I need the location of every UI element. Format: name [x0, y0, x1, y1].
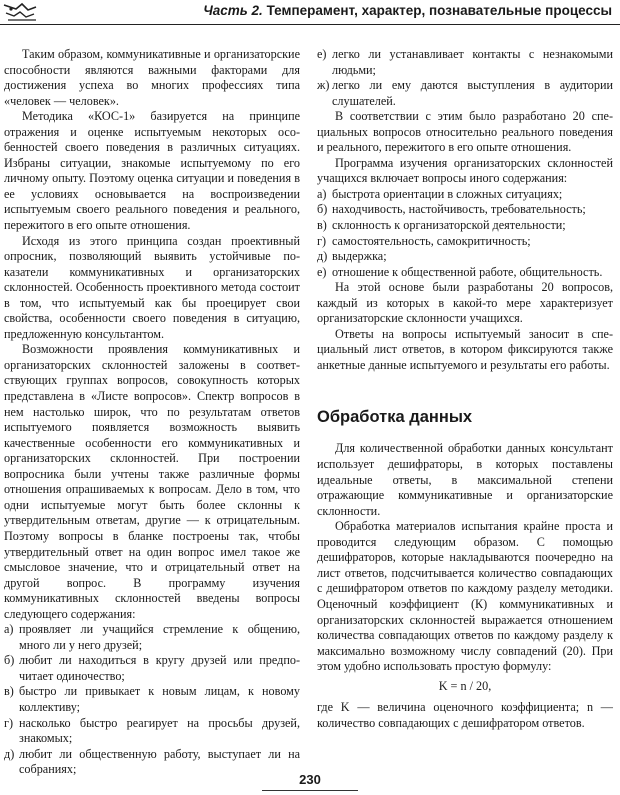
list-item-text: отношение к общественной работе, общительность. — [332, 264, 603, 279]
list-marker: г) — [4, 715, 14, 730]
list-marker: ж) — [317, 78, 330, 93]
organizational-questions-list — [317, 187, 613, 280]
list-item-text: самостоятельность, самокритичность; — [332, 233, 531, 248]
list-item-text: любит ли находиться в кругу друзей или предпочитает одиночество; — [19, 653, 300, 683]
list-marker: в) — [4, 684, 14, 699]
list-item — [4, 716, 300, 747]
paragraph: Исходя из этого принципа создан проективный опросник, позволяющий выявить устойчивые показатели коммуникативных и организаторских склонностей. Особенность проективного метода состоит в том, что испытуемый как бы проецирует свои свойства, особенности своего поведения в ситуацию, предложенную консультантом. — [4, 233, 300, 341]
right-column — [317, 47, 613, 731]
list-item — [317, 249, 613, 265]
list-marker: г) — [317, 233, 327, 248]
list-item — [317, 202, 613, 218]
list-item-text: быстро ли привыкает к новым лицам, к новому коллективу; — [19, 684, 300, 714]
paragraph: Таким образом, коммуникативные и организаторские способности являются важными факторами для достижения успеха во многих профессиях типа «человек — человек». — [4, 47, 300, 108]
list-item — [4, 653, 300, 684]
list-item — [4, 622, 300, 653]
list-item — [317, 265, 613, 281]
paragraph: Методика «КОС-1» базируется на принципе отражения и оценке испытуемым некоторых особенностей своего поведения в различных ситуациях. Избраны ситуации, знакомые испытуемому по его личному опыту. Поэтому оценка ситуации и поведения в ее условиях основывается на воспроизведении испытуемым своего реального поведения и реального, пережитого в его опыте отношения. — [4, 109, 300, 233]
section-heading: Обработка данных — [317, 408, 473, 427]
list-item-text: легко ли устанавливает контакты с незнакомыми людьми; — [332, 47, 613, 77]
list-marker: е) — [317, 47, 327, 61]
page-number: 230 — [299, 772, 321, 787]
list-item-text: любит ли общественную работу, выступает ли на собраниях; — [19, 746, 300, 777]
list-item-text: склонность к организаторской деятельности; — [332, 218, 566, 233]
list-marker: в) — [317, 218, 327, 233]
running-header — [0, 0, 620, 25]
list-marker: д) — [4, 746, 15, 761]
publisher-logo-icon — [2, 1, 38, 23]
paragraph: Для количественной обработки данных консультант использует дешифраторы, в которых поставлены идеальные ответы, в максимальной степени отражающие коммуникативные и организаторские склонности. — [317, 441, 613, 518]
list-item — [317, 187, 613, 203]
list-marker: б) — [4, 653, 15, 668]
list-marker: д) — [317, 249, 328, 264]
list-marker: а) — [317, 186, 327, 201]
communicative-questions-list-continued — [317, 47, 613, 109]
list-marker: е) — [317, 264, 327, 279]
list-marker: б) — [317, 202, 328, 217]
footer-rule — [262, 790, 358, 791]
formula: K = n / 20, — [438, 678, 492, 693]
list-item-text: проявляет ли учащийся стремление к общению, много ли у него друзей; — [19, 622, 300, 652]
paragraph: где K — величина оценочного коэффициента; n — количество совпадающих с дешифратором ответов. — [317, 700, 613, 730]
header-title — [203, 3, 612, 18]
paragraph: Программа изучения организаторских склонностей учащихся включает вопросы иного содержания: — [317, 155, 613, 186]
list-item-text: насколько быстро реагирует на просьбы друзей, знакомых; — [19, 715, 300, 746]
list-item — [4, 684, 300, 715]
list-item-text: легко ли ему даются выступления в аудитории слушателей. — [332, 78, 613, 108]
communicative-questions-list — [4, 622, 300, 777]
list-marker: а) — [4, 622, 14, 637]
list-item-text: находчивость, настойчивость, требовательность; — [332, 202, 586, 217]
header-chapter-title: Темперамент, характер, познавательные процессы — [266, 3, 612, 18]
paragraph: В соответствии с этим было разработано 20 специальных вопросов относительно реального поведения и реального, пережитого в его опыте отношения. — [317, 109, 613, 155]
list-item — [317, 47, 613, 78]
list-item-text: выдержка; — [332, 249, 387, 264]
paragraph: Возможности проявления коммуникативных и организаторских склонностей заложены в соответствующих группах вопросов, совокупность которых представлена в «Листе вопросов». Спектр вопросов в нем настолько широк, что по результатам ответов испытуемого появляется возможность выявить качественные особенности его коммуникативных и организаторских склонностей. При построении вопросника были учтены также различные формы отношения опрашиваемых к вопросам. Дело в том, что одни испытуемые могут быть более склонны к утвердительным ответам, другие — к отрицательным. Поэтому вопросы в бланке построены так, чтобы утвердительный ответ на один вопрос имел такое же смысловое значение, что и отрицательный ответ на другой вопрос. В программу изучения коммуникативных склонностей введены вопросы следующего содержания: — [4, 342, 300, 621]
left-column — [4, 47, 300, 778]
list-item — [317, 218, 613, 234]
paragraph: На этой основе были разработаны 20 вопросов, каждый из которых в какой-то мере характеризует организаторские склонности учащихся. — [317, 280, 613, 326]
list-item-text: быстрота ориентации в сложных ситуациях; — [332, 186, 563, 201]
paragraph: Обработка материалов испытания крайне проста и проводится следующим образом. С помощью дешифраторов, которые накладываются поочередно на лист ответов, подсчитывается количество совпадающих с дешифратором ответов по каждому разделу методики. Оценочный коэффициент (К) коммуникативных и организаторских склонностей выражается отношением количества совпадающих ответов по каждому разделу к максимально возможному числу совпадений (20). При этом удобно использовать простую формулу: — [317, 519, 613, 674]
header-part-label: Часть 2. — [203, 3, 263, 18]
paragraph: Ответы на вопросы испытуемый заносит в специальный лист ответов, в котором фиксируются также анкетные данные испытуемого и результаты его работы. — [317, 326, 613, 372]
list-item — [317, 78, 613, 109]
list-item — [317, 234, 613, 250]
